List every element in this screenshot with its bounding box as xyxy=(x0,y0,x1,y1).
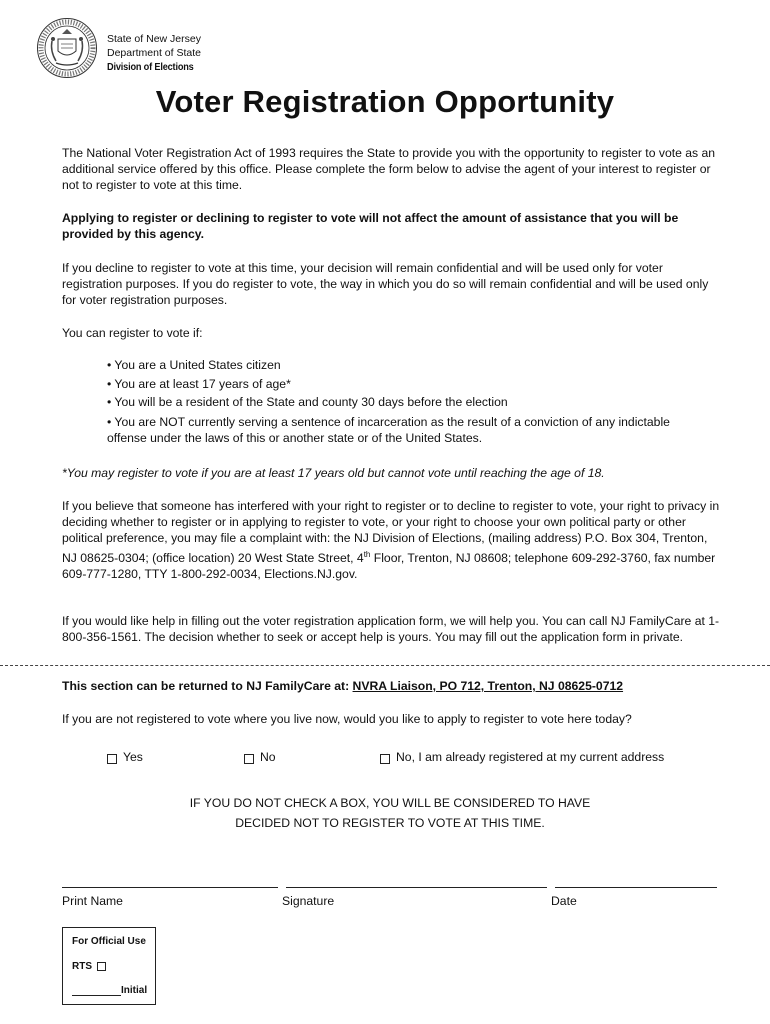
warning-line-2: DECIDED NOT TO REGISTER TO VOTE AT THIS TIME. xyxy=(235,816,545,830)
signature-field[interactable] xyxy=(286,887,547,888)
department-name: Department of State xyxy=(107,47,201,59)
signature-label: Signature xyxy=(282,894,335,908)
eligibility-list xyxy=(107,356,707,446)
initial-row xyxy=(72,985,147,996)
return-instructions xyxy=(62,678,722,694)
state-name: State of New Jersey xyxy=(107,33,201,45)
return-address: NVRA Liaison, PO 712, Trenton, NJ 08625-0712 xyxy=(352,679,624,693)
agency-header xyxy=(107,32,201,75)
date-field[interactable] xyxy=(555,887,717,888)
checkbox-already-registered[interactable] xyxy=(380,754,390,764)
return-label: This section can be returned to NJ FamilyCare at: xyxy=(62,679,353,693)
checkbox-yes[interactable] xyxy=(107,754,117,764)
help-paragraph: If you would like help in filling out the voter registration application form, we will help you. You can call NJ FamilyCare at 1-800-356-1561. The decision whether to seek or accept help is yours. You may fill out the application form in private. xyxy=(62,614,720,645)
confidentiality-paragraph: If you decline to register to vote at this time, your decision will remain confidential and will be used only for voter registration purposes. If you do register to vote, the way in which you do so will remain confidential and will be used only for voter registration purposes. xyxy=(62,261,709,308)
assistance-notice: Applying to register or declining to register to vote will not affect the amount of assistance that you will be provided by this agency. xyxy=(62,211,679,242)
registration-question: If you are not registered to vote where you live now, would you like to apply to register to vote here today? xyxy=(62,712,632,726)
option-yes-label: Yes xyxy=(123,750,143,764)
official-use-title: For Official Use xyxy=(72,936,146,947)
rts-label: RTS xyxy=(72,961,92,972)
list-item: • You are NOT currently serving a sentence of incarceration as the result of a conviction of any indictable offense under the laws of this or another state or of the United States. xyxy=(107,414,670,445)
nj-state-seal-icon xyxy=(36,17,98,79)
checkbox-rts[interactable] xyxy=(97,962,106,971)
rts-row xyxy=(72,961,112,972)
division-name: Division of Elections xyxy=(107,62,194,73)
age-footnote: *You may register to vote if you are at least 17 years old but cannot vote until reaching the age of 18. xyxy=(62,466,605,480)
option-already-label: No, I am already registered at my current address xyxy=(396,750,665,764)
initial-field[interactable] xyxy=(72,986,121,996)
initial-label: Initial xyxy=(121,985,148,996)
date-label: Date xyxy=(551,894,577,908)
option-no[interactable] xyxy=(244,750,276,764)
intro-paragraph: The National Voter Registration Act of 1993 requires the State to provide you with the opportunity to register to vote as an additional service offered by this office. Please complete the form below to advise the agent of your interest to register or not to register to vote at this time. xyxy=(62,146,716,193)
print-name-field[interactable] xyxy=(62,887,278,888)
official-use-box xyxy=(62,927,156,1005)
eligibility-intro: You can register to vote if: xyxy=(62,326,203,340)
list-item: • You are a United States citizen xyxy=(107,358,281,372)
list-item: • You will be a resident of the State and county 30 days before the election xyxy=(107,395,508,409)
print-name-label: Print Name xyxy=(62,894,123,908)
tear-off-divider xyxy=(0,665,770,666)
warning-line-1: IF YOU DO NOT CHECK A BOX, YOU WILL BE CONSIDERED TO HAVE xyxy=(189,796,591,810)
option-already-registered[interactable] xyxy=(380,750,664,764)
checkbox-no[interactable] xyxy=(244,754,254,764)
option-yes[interactable] xyxy=(107,750,143,764)
page-title: Voter Registration Opportunity xyxy=(155,84,615,119)
option-no-label: No xyxy=(260,750,276,764)
no-selection-warning xyxy=(0,793,770,833)
list-item: • You are at least 17 years of age* xyxy=(107,376,291,391)
complaint-paragraph: If you believe that someone has interfered with your right to register or to decline to register to vote, your right to privacy in deciding whether to register or in applying to register to vote, or your right to choose your own political party or other political preference, you may file a complaint with: the NJ Division of Elections, (mailing address) P.O. Box 304, Trenton, NJ 08625-0304; (office location) 20 West State Street, 4th Floor, Trenton, NJ 08608; telephone 609-292-3760, fax number 609-777-1280, TTY 1-800-292-0034, Elections.NJ.gov. xyxy=(62,499,720,581)
